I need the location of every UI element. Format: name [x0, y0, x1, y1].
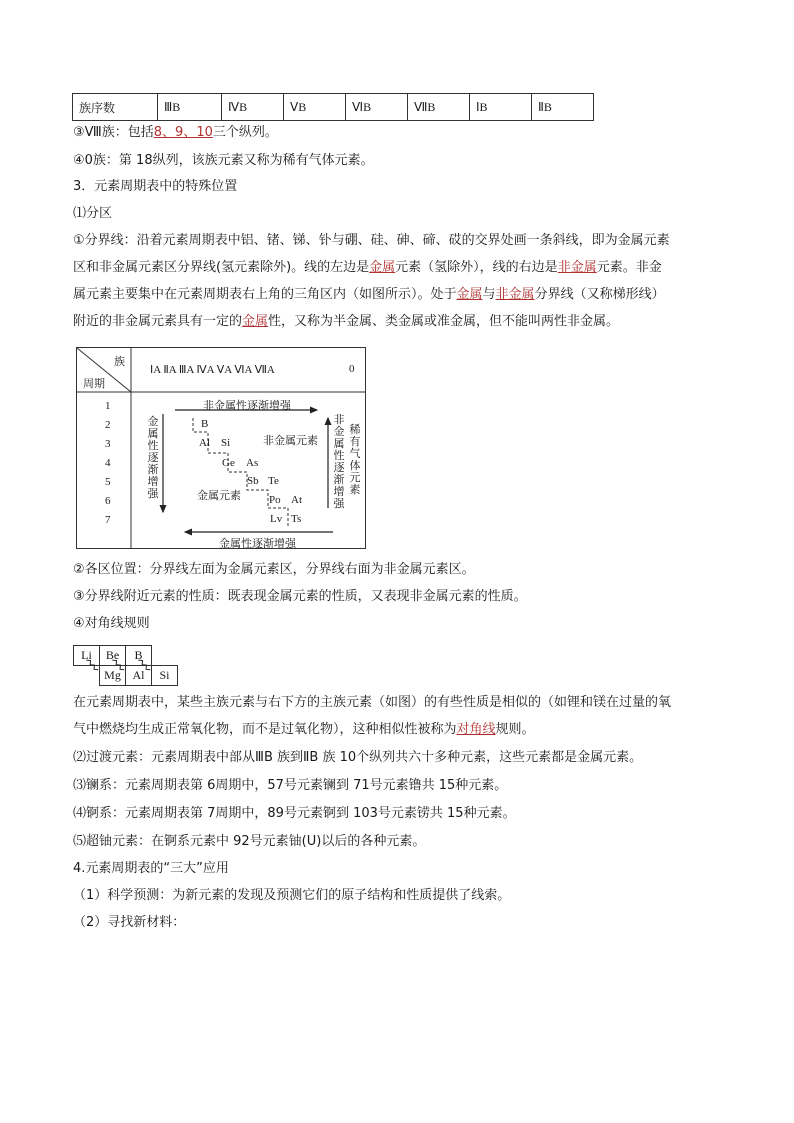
- zero-group-line: ④0族：第 18纵列，该族元素又称为稀有气体元素。: [73, 153, 374, 168]
- corner-group-label: 族: [114, 355, 125, 368]
- element-symbol: B: [201, 418, 209, 430]
- group-viii-columns: 8、9、10: [153, 125, 213, 140]
- element-symbol: Ge: [222, 457, 235, 469]
- section-4-title: 4.元素周期表的“三大”应用: [73, 861, 229, 876]
- element-symbol: Lv: [270, 513, 283, 525]
- element-symbol: As: [246, 457, 259, 469]
- noble-gas-label: 稀有气体元素: [349, 423, 361, 496]
- right-vertical-label: 非金属性逐渐增强: [333, 413, 345, 510]
- element-symbol: Po: [269, 494, 281, 506]
- table-row: [73, 94, 594, 121]
- section-3-title: 3．元素周期表中的特殊位置: [73, 179, 238, 194]
- answer-metal: 金属: [456, 287, 483, 302]
- group-viii-line: [73, 123, 278, 143]
- subsection-1-title: ⑴分区: [73, 206, 113, 221]
- element-cell: Be: [99, 645, 126, 666]
- boundary-property-line: ③分界线附近元素的性质：既表现金属元素的性质，又表现非金属元素的性质。: [73, 589, 527, 604]
- element-symbol: Te: [268, 475, 279, 487]
- group-viii-suffix: 三个纵列。: [212, 125, 278, 140]
- table-cell: ⅦB: [408, 94, 470, 121]
- period-label: 6: [105, 495, 111, 507]
- actinides-line: ⑷锕系：元素周期表第 7周期中，89号元素锕到 103号元素铹共 15种元素。: [73, 806, 516, 821]
- boundary-text-line-3: [73, 285, 665, 305]
- answer-metal: 金属: [242, 314, 269, 329]
- diagonal-text-line-1: 在元素周期表中，某些主族元素与右下方的主族元素（如图）的有些性质是相似的（如锂和镁在过量的氧: [73, 695, 672, 710]
- text-segment: 规则。: [495, 722, 535, 737]
- period-label: 4: [105, 457, 111, 469]
- diagonal-rule-diagram: [73, 645, 180, 686]
- element-cell: Mg: [99, 665, 126, 686]
- boundary-text-line-1: ①分界线：沿着元素周期表中铝、锗、锑、钋与硼、硅、砷、碲、砹的交界处画一条斜线，即为金属元素: [73, 233, 670, 248]
- element-cell: Al: [125, 665, 152, 686]
- bottom-arrow-label: 金属性逐渐增强: [219, 537, 296, 550]
- element-symbol: Al: [199, 437, 210, 449]
- group-viii-prefix: ③Ⅷ族：包括: [73, 125, 154, 140]
- diagonal-text-line-2: [73, 720, 535, 740]
- element-symbol: At: [291, 494, 302, 506]
- nonmetal-region-label: 非金属元素: [263, 434, 318, 447]
- lanthanides-line: ⑶镧系：元素周期表第 6周期中，57号元素镧到 71号元素镥共 15种元素。: [73, 778, 508, 793]
- table-cell: ⅤB: [284, 94, 346, 121]
- table-cell: ⅥB: [346, 94, 408, 121]
- element-symbol: Ts: [291, 513, 302, 525]
- period-label: 2: [105, 419, 111, 431]
- metal-region-label: 金属元素: [197, 489, 241, 502]
- answer-nonmetal: 非金属: [557, 260, 597, 275]
- period-label: 7: [105, 514, 111, 526]
- boundary-text-line-4: [73, 312, 619, 332]
- diagonal-links: [73, 645, 180, 686]
- text-segment: 元素。非金: [596, 260, 662, 275]
- element-symbol: Sb: [247, 475, 259, 487]
- table-cell: ⅠB: [470, 94, 532, 121]
- boundary-text-line-2: [73, 258, 662, 278]
- diagonal-link: [112, 658, 124, 671]
- diagonal-rule-title: ④对角线规则: [73, 616, 150, 631]
- group-number-table: [72, 93, 594, 121]
- text-segment: 区和非金属元素区分界线(氢元素除外)。线的左边是: [73, 260, 370, 275]
- answer-diagonal: 对角线: [456, 722, 496, 737]
- text-segment: 属元素主要集中在元素周期表右上角的三角区内（如图所示）。处于: [73, 287, 457, 302]
- element-cell: Li: [73, 645, 100, 666]
- period-label: 5: [105, 476, 111, 488]
- group-header-labels: ⅠA ⅡA ⅢA ⅣA ⅤA ⅥA ⅦA: [150, 364, 275, 376]
- periodic-partition-diagram: [76, 347, 366, 549]
- answer-metal: 金属: [369, 260, 396, 275]
- period-label: 3: [105, 438, 111, 450]
- text-segment: 与: [482, 287, 496, 302]
- table-cell: ⅡB: [532, 94, 594, 121]
- table-cell: 族序数: [73, 94, 158, 121]
- corner-period-label: 周期: [83, 377, 105, 390]
- element-cell: Si: [151, 665, 178, 686]
- table-cell: ⅣB: [222, 94, 284, 121]
- top-arrow-label: 非金属性逐渐增强: [203, 399, 291, 412]
- diagonal-link: [138, 658, 150, 671]
- application-2: （2）寻找新材料：: [73, 915, 186, 930]
- period-label: 1: [105, 400, 111, 412]
- region-position-line: ②各区位置：分界线左面为金属元素区，分界线右面为非金属元素区。: [73, 562, 475, 577]
- text-segment: 性，又称为半金属、类金属或准金属，但不能叫两性非金属。: [268, 314, 620, 329]
- text-segment: 附近的非金属元素具有一定的: [73, 314, 243, 329]
- answer-nonmetal: 非金属: [495, 287, 535, 302]
- text-segment: 分界线（又称梯形线）: [534, 287, 665, 302]
- diagonal-link: [86, 658, 98, 671]
- text-segment: 气中燃烧均生成正常氧化物，而不是过氧化物），这种相似性被称为: [73, 722, 457, 737]
- element-symbol: Si: [221, 437, 231, 449]
- text-segment: 元素（氢除外），线的右边是: [395, 260, 558, 275]
- group-zero-label: 0: [349, 363, 355, 375]
- element-cell: B: [125, 645, 152, 666]
- table-cell: ⅢB: [158, 94, 222, 121]
- application-1: （1）科学预测：为新元素的发现及预测它们的原子结构和性质提供了线索。: [73, 888, 511, 903]
- left-vertical-label: 金属性逐渐增强: [147, 415, 159, 500]
- transuranium-line: ⑸超铀元素：在锕系元素中 92号元素铀(U)以后的各种元素。: [73, 834, 426, 849]
- transition-elements-line: ⑵过渡元素：元素周期表中部从ⅢB 族到ⅡB 族 10个纵列共六十多种元素，这些元素都是金属元素。: [73, 750, 643, 765]
